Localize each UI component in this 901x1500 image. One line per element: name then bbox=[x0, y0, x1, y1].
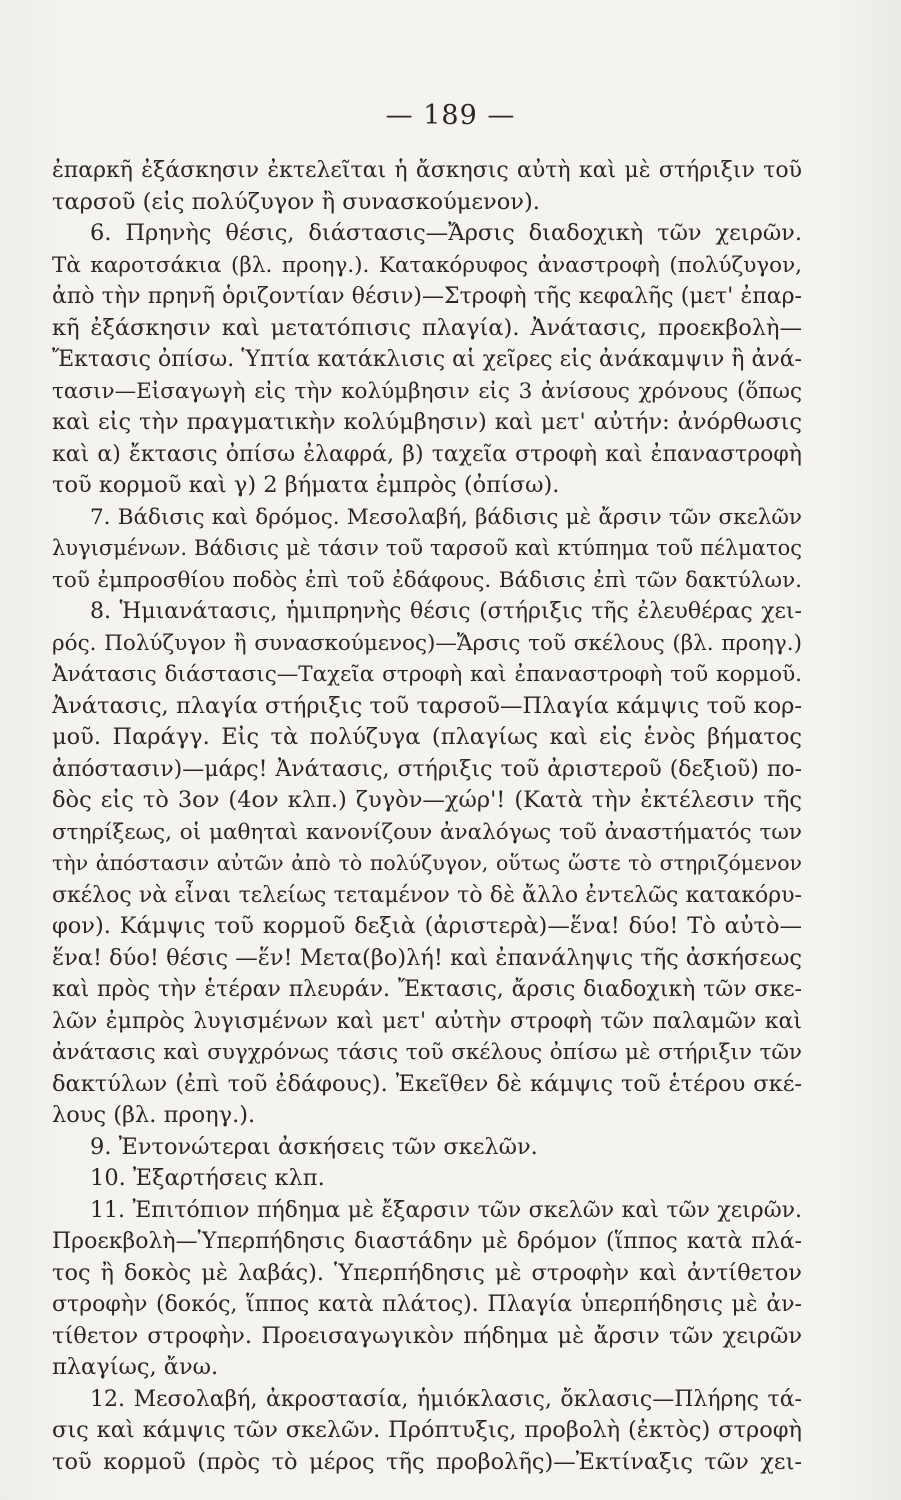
text-line: 6. Πρηνὴς θέσις, διάστασις—Ἄρσις διαδοχικὴ τῶν χειρῶν. bbox=[90, 220, 802, 246]
text-line: λυγισμένων. Βάδισις μὲ τάσιν τοῦ ταρσοῦ καὶ κτύπημα τοῦ πέλματος bbox=[52, 536, 802, 560]
text-line: τὴν ἀπόστασιν αὐτῶν ἀπὸ τὸ πολύζυγον, οὕτως ὥστε τὸ στηριζόμενον bbox=[52, 851, 802, 875]
text-line: 7. Βάδισις καὶ δρόμος. Μεσολαβή, βάδισις μὲ ἄρσιν τῶν σκελῶν bbox=[90, 504, 802, 530]
text-line: Ἔκτασις ὀπίσω. Ὑπτία κατάκλισις αἱ χεῖρες εἰς ἀνάκαμψιν ἢ ἀνά- bbox=[52, 347, 802, 372]
text-line: φον). Κάμψις τοῦ κορμοῦ δεξιὰ (ἀριστερὰ)—ἕνα! δύο! Τὸ αὐτὸ— bbox=[52, 913, 802, 939]
text-line: καὶ πρὸς τὴν ἑτέραν πλευράν. Ἔκτασις, ἄρσις διαδοχικὴ τῶν σκε- bbox=[52, 977, 802, 1002]
text-line: πλαγίως, ἄνω. bbox=[52, 1354, 219, 1380]
text-line: Προεκβολὴ—Ὑπερπήδησις διαστάδην μὲ δρόμον (ἵππος κατὰ πλά- bbox=[52, 1229, 802, 1254]
text-line: τοῦ ἐμπροσθίου ποδὸς ἐπὶ τοῦ ἐδάφους. Βάδισις ἐπὶ τῶν δακτύλων. bbox=[52, 567, 802, 593]
text-line: στροφὴν (δοκός, ἵππος κατὰ πλάτος). Πλαγία ὑπερπήδησις μὲ ἀν- bbox=[52, 1292, 802, 1317]
text-line: δακτύλων (ἐπὶ τοῦ ἐδάφους). Ἐκεῖθεν δὲ κάμψις τοῦ ἑτέρου σκέ- bbox=[52, 1070, 802, 1097]
text-line: Ἀνάτασις διάστασις—Ταχεῖα στροφὴ καὶ ἐπαναστροφὴ τοῦ κορμοῦ. bbox=[52, 662, 802, 687]
text-line: καὶ εἰς τὴν πραγματικὴν κολύμβησιν) καὶ μετ' αὐτήν: ἀνόρθωσις bbox=[52, 409, 802, 435]
text-line: δὸς εἰς τὸ 3ον (4ον κλπ.) ζυγὸν—χώρ'! (Κατὰ τὴν ἐκτέλεσιν τῆς bbox=[52, 787, 802, 813]
body-text bbox=[52, 155, 802, 1478]
text-line: ἕνα! δύο! θέσις —ἕν! Μετα(βο)λή! καὶ ἐπανάληψις τῆς ἀσκήσεως bbox=[52, 944, 802, 971]
text-line: Τὰ καροτσάκια (βλ. προηγ.). Κατακόρυφος ἀναστροφὴ (πολύζυγον, bbox=[52, 252, 802, 278]
text-line: στηρίξεως, οἱ μαθηταὶ κανονίζουν ἀναλόγως τοῦ ἀναστήματός των bbox=[52, 819, 802, 845]
text-line: λους (βλ. προηγ.). bbox=[52, 1102, 256, 1128]
text-line: τίθετον στροφὴν. Προεισαγωγικὸν πήδημα μὲ ἄρσιν τῶν χειρῶν bbox=[52, 1322, 802, 1349]
text-line: ταρσοῦ (εἰς πολύζυγον ἢ συνασκούμενον). bbox=[52, 188, 540, 215]
text-line: κῆ ἐξάσκησιν καὶ μετατόπισις πλαγία). Ἀνάτασις, προεκβολὴ— bbox=[52, 314, 802, 341]
text-line: 9. Ἐντονώτεραι ἀσκήσεις τῶν σκελῶν. bbox=[90, 1133, 538, 1160]
text-line: ἀνάτασις καὶ συγχρόνως τάσις τοῦ σκέλους ὀπίσω μὲ στήριξιν τῶν bbox=[52, 1040, 802, 1065]
text-line: 12. Μεσολαβή, ἀκροστασία, ἡμιόκλασις, ὄκλασις—Πλήρης τά- bbox=[90, 1386, 802, 1412]
text-line: 11. Ἐπιτόπιον πήδημα μὲ ἔξαρσιν τῶν σκελῶν καὶ τῶν χειρῶν. bbox=[90, 1197, 802, 1223]
text-line: 8. Ἡμιανάτασις, ἡμιπρηνὴς θέσις (στήριξις τῆς ἐλευθέρας χει- bbox=[90, 599, 802, 624]
text-line: τοῦ κορμοῦ καὶ γ) 2 βήματα ἐμπρὸς (ὀπίσω). bbox=[52, 472, 560, 498]
text-line: ἀπόστασιν)—μάρς! Ἀνάτασις, στήριξις τοῦ ἀριστεροῦ (δεξιοῦ) πο- bbox=[52, 756, 802, 782]
text-line: μοῦ. Παράγγ. Εἰς τὰ πολύζυγα (πλαγίως καὶ εἰς ἑνὸς βήματος bbox=[52, 724, 802, 750]
text-line: λῶν ἐμπρὸς λυγισμένων καὶ μετ' αὐτὴν στροφὴ τῶν παλαμῶν καὶ bbox=[52, 1008, 802, 1034]
text-line: τοῦ κορμοῦ (πρὸς τὸ μέρος τῆς προβολῆς)—Ἐκτίναξις τῶν χει- bbox=[52, 1448, 802, 1475]
page-number: — 189 — bbox=[385, 100, 516, 131]
text-line: καὶ α) ἔκτασις ὀπίσω ἐλαφρά, β) ταχεῖα στροφὴ καὶ ἐπαναστροφὴ bbox=[52, 441, 802, 467]
text-line: ἐπαρκῆ ἐξάσκησιν ἐκτελεῖται ἡ ἄσκησις αὐτὴ καὶ μὲ στήριξιν τοῦ bbox=[52, 158, 802, 183]
text-line: ρός. Πολύζυγον ἢ συνασκούμενος)—Ἄρσις τοῦ σκέλους (βλ. προηγ.) bbox=[52, 630, 802, 656]
text-line: σις καὶ κάμψις τῶν σκελῶν. Πρόπτυξις, προβολὴ (ἐκτὸς) στροφὴ bbox=[52, 1417, 802, 1443]
text-line: τος ἢ δοκὸς μὲ λαβάς). Ὑπερπήδησις μὲ στροφὴν καὶ ἀντίθετον bbox=[52, 1259, 802, 1286]
text-line: σκέλος νὰ εἶναι τελείως τεταμένον τὸ δὲ ἄλλο ἐντελῶς κατακόρυ- bbox=[52, 882, 802, 908]
text-line: Ἀνάτασις, πλαγία στήριξις τοῦ ταρσοῦ—Πλαγία κάμψις τοῦ κορ- bbox=[52, 692, 802, 719]
text-line: ἀπὸ τὴν πρηνῆ ὁριζοντίαν θέσιν)—Στροφὴ τῆς κεφαλῆς (μετ' ἐπαρ- bbox=[52, 284, 802, 309]
text-line: 10. Ἐξαρτήσεις κλπ. bbox=[90, 1165, 325, 1191]
text-line: τασιν—Εἰσαγωγὴ εἰς τὴν κολύμβησιν εἰς 3 ἀνίσους χρόνους (ὅπως bbox=[52, 378, 802, 404]
